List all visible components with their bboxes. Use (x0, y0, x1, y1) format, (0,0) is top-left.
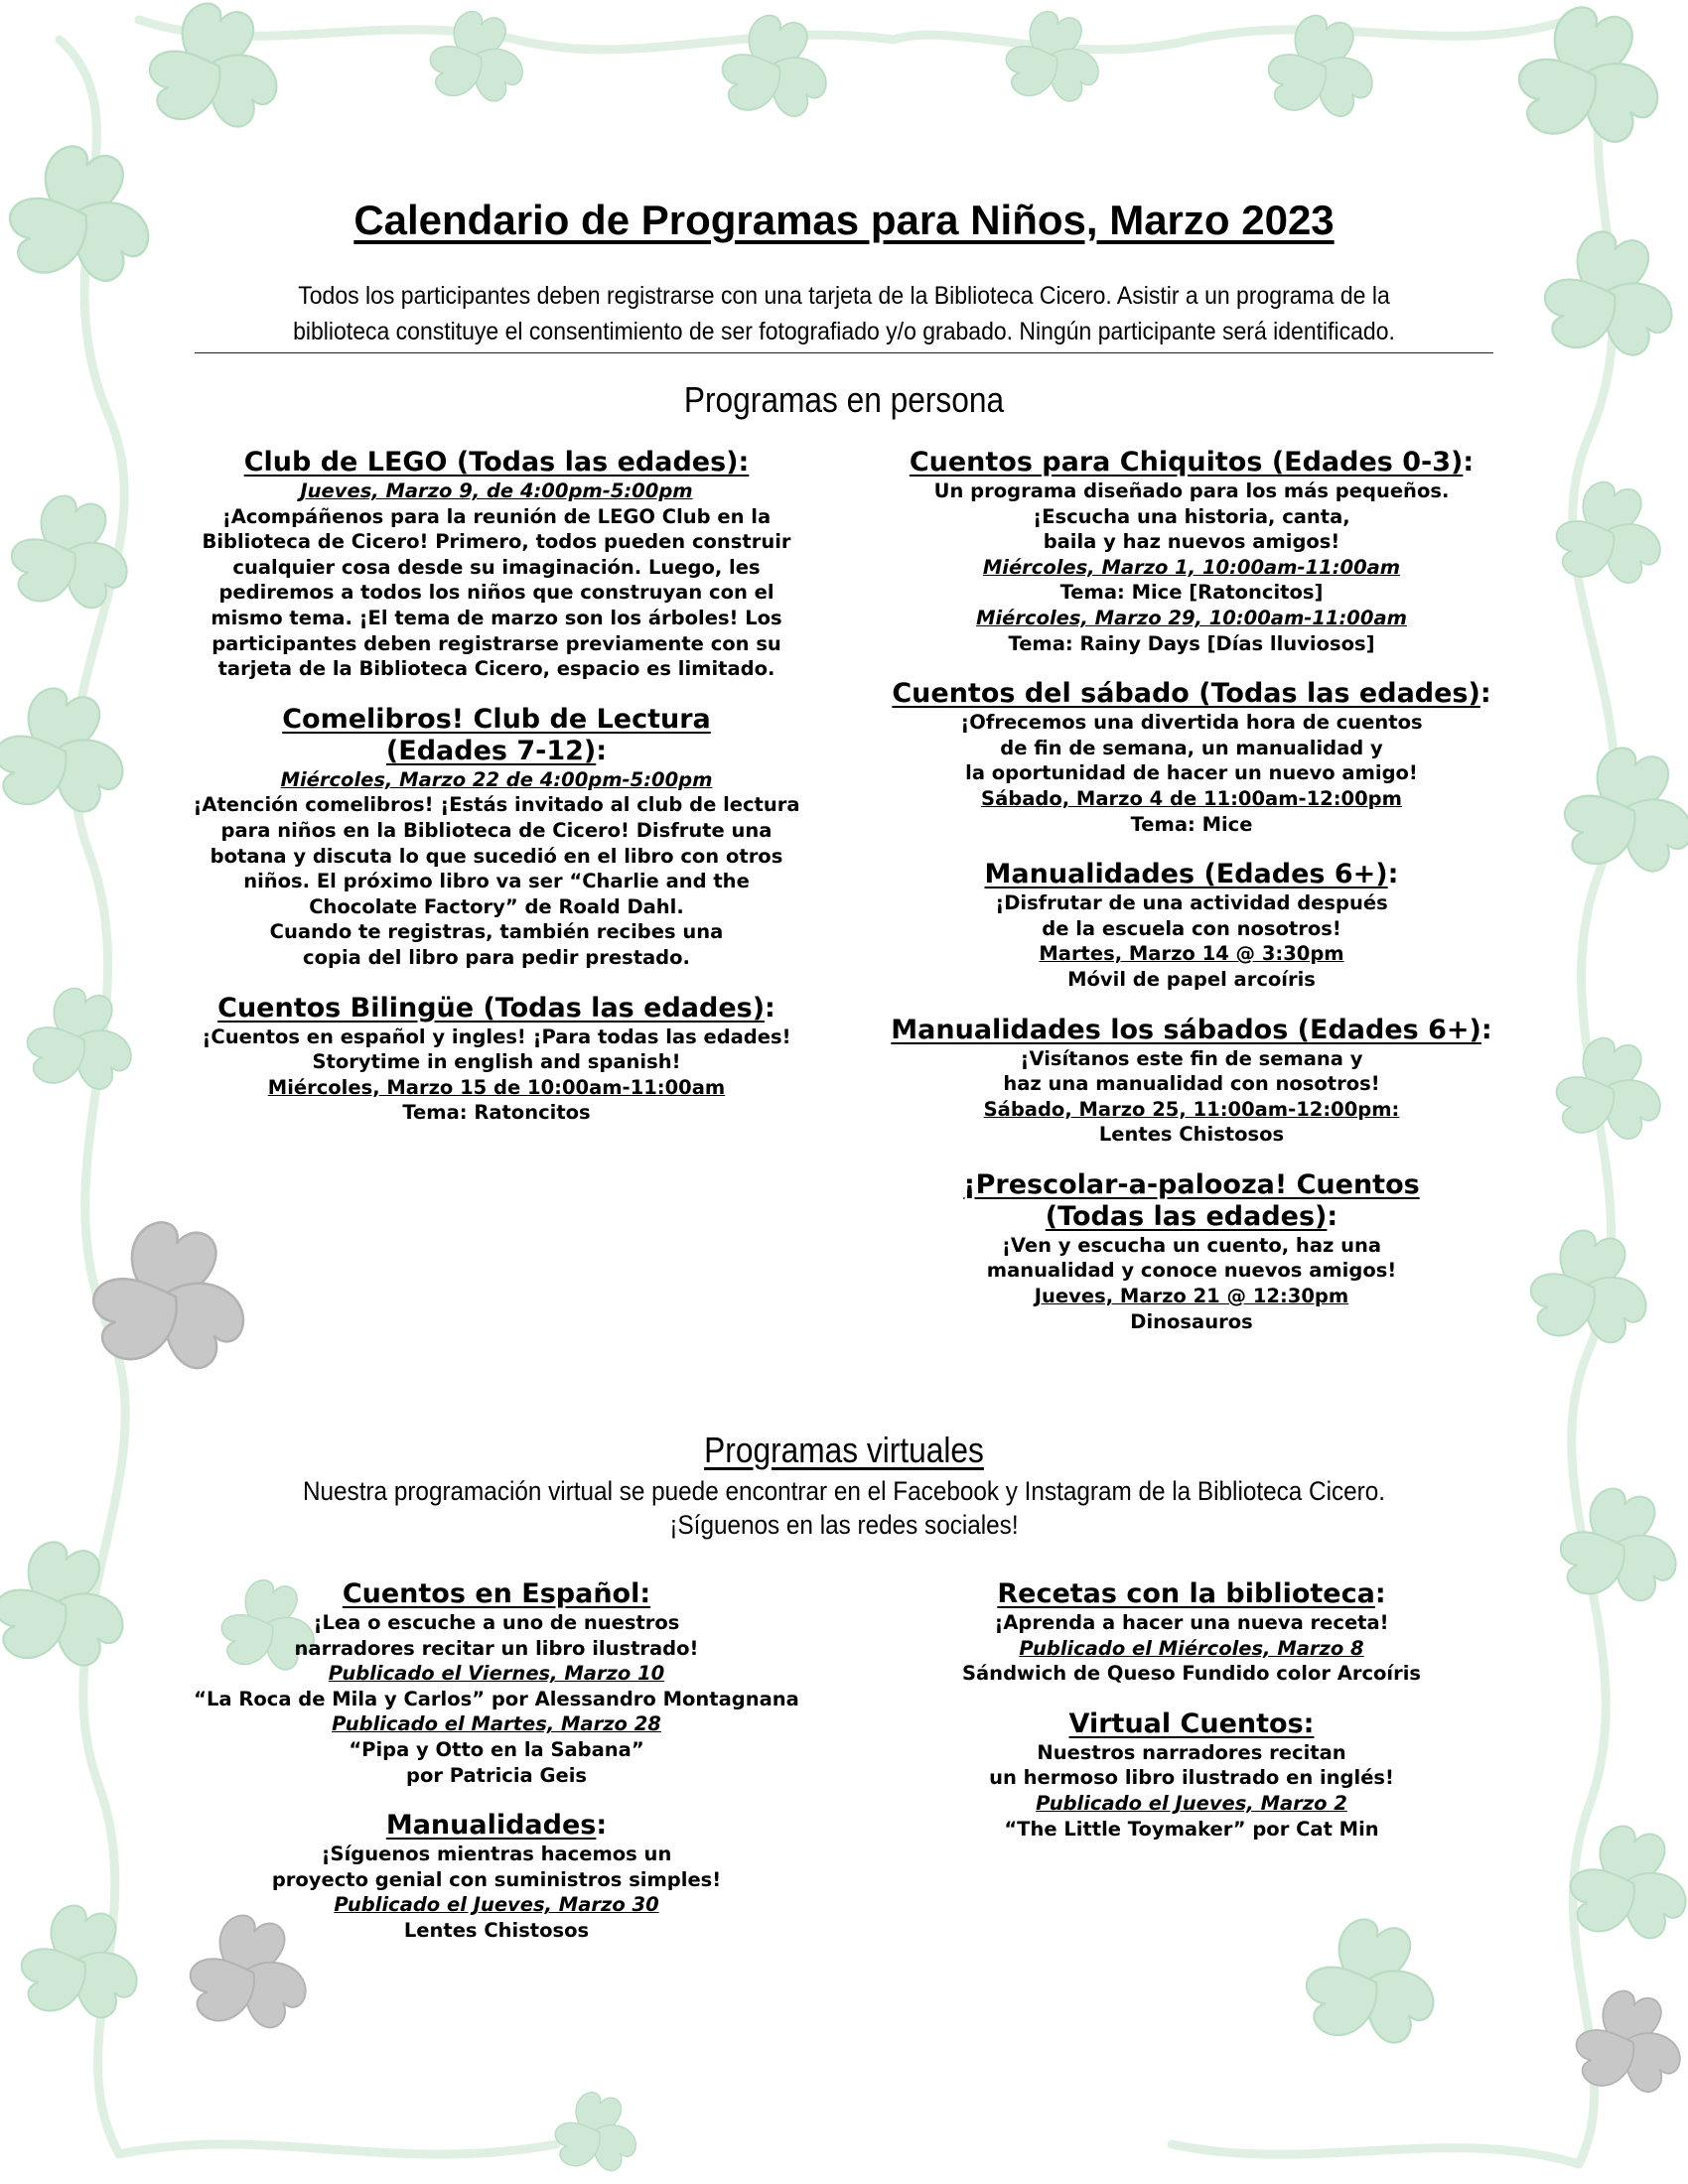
program-detail: Lentes Chistosos (403, 1918, 590, 1942)
program-detail: “La Roca de Mila y Carlos” por Alessandro Montagnana (194, 1687, 799, 1710)
program-detail: la oportunidad de hacer un nuevo amigo! (965, 761, 1418, 785)
program-detail: haz una manualidad con nosotros! (1003, 1072, 1380, 1096)
program-block (884, 1015, 1499, 1148)
title-colon: : (1463, 447, 1475, 478)
program-detail: Tema: Mice [Ratoncitos] (1059, 581, 1324, 605)
program-detail: Un programa diseñado para los más pequeños. (933, 479, 1450, 502)
program-detail: proyecto genial con suministros simples! (271, 1867, 722, 1891)
program-title-text: Manualidades (385, 1810, 597, 1842)
program-detail: de fin de semana, un manualidad y (1000, 736, 1383, 759)
program-title (884, 1015, 1499, 1046)
virtual-intro-line: ¡Síguenos en las redes sociales! (669, 1510, 1019, 1540)
program-block (189, 1578, 804, 1788)
program-detail: Lentes Chistosos (1098, 1123, 1285, 1147)
program-detail: Dinosauros (1130, 1309, 1253, 1333)
program-title (189, 447, 804, 478)
program-detail: “Pipa y Otto en la Sabana” (349, 1737, 644, 1761)
program-detail: Sándwich de Queso Fundido color Arcoíris (961, 1662, 1422, 1686)
virtual-left-column (189, 1578, 804, 1966)
program-detail: Tema: Mice (1130, 812, 1253, 836)
program-detail: ¡Acompáñenos para la reunión de LEGO Club en la (221, 504, 772, 528)
program-title (189, 993, 804, 1024)
virtual-heading: Programas virtuales (704, 1430, 984, 1470)
program-detail: botana y discuta lo que sucedió en el libro con otros (210, 844, 783, 868)
program-detail: Tema: Rainy Days [Días lluviosos] (1008, 631, 1375, 655)
program-detail: manualidad y conoce nuevos amigos! (986, 1259, 1397, 1283)
program-detail: Biblioteca de Cicero! Primero, todos pueden construir (202, 530, 791, 554)
program-title-text: Virtual Cuentos: (1068, 1707, 1315, 1739)
title-colon: : (1480, 1014, 1492, 1045)
virtual-intro (263, 1474, 1425, 1542)
title-colon: : (765, 992, 775, 1024)
program-date: Jueves, Marzo 9, de 4:00pm-5:00pm (300, 479, 693, 502)
program-block (189, 1810, 804, 1943)
program-detail: Chocolate Factory” de Roald Dahl. (309, 894, 684, 918)
program-detail: niños. El próximo libro va ser “Charlie and the (243, 870, 750, 893)
virtual-intro-line: Nuestra programación virtual se puede encontrar en el Facebook y Instagram de la Biblioteca Cicero. (302, 1476, 1386, 1506)
program-date: Publicado el Martes, Marzo 28 (332, 1712, 661, 1736)
program-title-text: Manualidades (Edades 6+) (984, 859, 1388, 890)
program-title (884, 1169, 1499, 1201)
program-title-text: Manualidades los sábados (Edades 6+) (891, 1014, 1481, 1045)
program-title-text: Recetas con la biblioteca (997, 1578, 1375, 1609)
program-block (189, 704, 804, 971)
program-date: Miércoles, Marzo 15 de 10:00am-11:00am (267, 1075, 726, 1099)
program-detail: ¡Lea o escuche a uno de nuestros (313, 1611, 680, 1634)
program-date: Miércoles, Marzo 29, 10:00am-11:00am (976, 606, 1407, 629)
program-title (884, 1578, 1499, 1610)
program-date: Sábado, Marzo 4 de 11:00am-12:00pm (981, 786, 1402, 810)
title-colon: : (1374, 1578, 1386, 1609)
intro-line: Todos los participantes deben registrarse con una tarjeta de la Biblioteca Cicero. Asistir a un programa de la (298, 282, 1390, 310)
program-detail: participantes deben registrarse previamente con su (211, 631, 781, 655)
program-block (884, 447, 1499, 656)
program-title-text: Cuentos para Chiquitos (Edades 0-3) (909, 447, 1464, 478)
program-title (189, 1810, 804, 1842)
divider (195, 352, 1493, 353)
program-detail: ¡Ofrecemos una divertida hora de cuentos (960, 711, 1423, 735)
program-detail: de la escuela con nosotros! (1042, 916, 1341, 940)
program-block (189, 993, 804, 1126)
program-detail: ¡Ven y escucha un cuento, haz una (1001, 1233, 1382, 1257)
program-title (884, 1201, 1499, 1233)
program-title-text: Cuentos en Español: (342, 1578, 651, 1609)
program-title (189, 736, 804, 767)
title-colon: : (1387, 859, 1399, 890)
program-date: Jueves, Marzo 21 @ 12:30pm (1034, 1285, 1349, 1308)
program-title-text: Club de LEGO (Todas las edades): (243, 447, 750, 478)
program-date: Sábado, Marzo 25, 11:00am-12:00pm: (983, 1097, 1400, 1121)
program-block (884, 1578, 1499, 1687)
program-title (189, 1578, 804, 1610)
program-title (884, 1708, 1499, 1740)
program-detail: Cuando te registras, también recibes una (269, 920, 724, 944)
program-detail: ¡Visítanos este fin de semana y (1020, 1046, 1363, 1070)
program-detail: cualquier cosa desde su imaginación. Luego, les (232, 555, 761, 579)
program-detail: por Patricia Geis (405, 1763, 588, 1787)
program-detail: ¡Aprenda a hacer una nueva receta! (994, 1611, 1389, 1634)
program-date: Miércoles, Marzo 1, 10:00am-11:00am (982, 555, 1401, 579)
program-title (884, 678, 1499, 710)
program-block (189, 447, 804, 682)
program-date: Martes, Marzo 14 @ 3:30pm (1039, 942, 1344, 966)
title-colon: : (1479, 678, 1491, 710)
page-title: Calendario de Programas para Niños, Marzo 2023 (353, 197, 1335, 243)
virtual-right-column (884, 1578, 1499, 1863)
title-colon: : (596, 1810, 608, 1842)
program-detail: un hermoso libro ilustrado en inglés! (989, 1766, 1394, 1790)
program-title-text: Comelibros! Club de Lectura (282, 703, 711, 735)
in-person-right-column (884, 447, 1499, 1356)
program-detail: tarjeta de la Biblioteca Cicero, espacio es limitado. (217, 657, 775, 681)
program-date: Publicado el Miércoles, Marzo 8 (1019, 1636, 1364, 1660)
program-block (884, 859, 1499, 992)
program-title-text: ¡Prescolar-a-palooza! Cuentos (963, 1168, 1420, 1200)
program-title-text: Cuentos Bilingüe (Todas las edades) (217, 992, 766, 1024)
program-block (884, 1708, 1499, 1842)
intro-text (268, 278, 1419, 349)
program-title (884, 447, 1499, 478)
program-detail: ¡Cuentos en español y ingles! ¡Para todas las edades! (202, 1024, 791, 1048)
program-detail: para niños en la Biblioteca de Cicero! Disfrute una (220, 818, 773, 842)
program-date: Publicado el Jueves, Marzo 2 (1036, 1791, 1347, 1815)
program-detail: Storytime in english and spanish! (312, 1050, 681, 1074)
program-detail: Móvil de papel arcoíris (1067, 967, 1316, 991)
program-title (189, 704, 804, 736)
program-date: Miércoles, Marzo 22 de 4:00pm-5:00pm (280, 767, 713, 791)
program-detail: copia del libro para pedir prestado. (303, 945, 690, 969)
program-block (884, 1169, 1499, 1334)
program-detail: ¡Síguenos mientras hacemos un (321, 1843, 672, 1866)
program-detail: mismo tema. ¡El tema de marzo son los árboles! Los (211, 606, 782, 629)
program-detail: baila y haz nuevos amigos! (1043, 530, 1340, 554)
intro-line: biblioteca constituye el consentimiento de ser fotografiado y/o grabado. Ningún participante será identificado. (293, 318, 1395, 345)
program-detail: “The Little Toymaker” por Cat Min (1004, 1817, 1379, 1841)
program-detail: narradores recitar un libro ilustrado! (294, 1636, 699, 1660)
program-date: Publicado el Jueves, Marzo 30 (334, 1893, 659, 1917)
program-detail: ¡Atención comelibros! ¡Estás invitado al club de lectura (193, 793, 800, 817)
in-person-left-column (189, 447, 804, 1148)
title-colon: : (1327, 1200, 1338, 1232)
program-date: Publicado el Viernes, Marzo 10 (328, 1662, 665, 1686)
program-title-text: (Edades 7-12) (385, 735, 597, 766)
program-detail: ¡Escucha una historia, canta, (1033, 504, 1350, 528)
program-detail: Tema: Ratoncitos (402, 1101, 591, 1125)
in-person-heading: Programas en persona (683, 379, 1005, 420)
program-title-text: (Todas las edades) (1045, 1200, 1328, 1232)
title-colon: : (596, 735, 608, 766)
program-detail: pediremos a todos los niños que construyan con el (218, 581, 774, 605)
program-block (884, 678, 1499, 837)
program-detail: Nuestros narradores recitan (1037, 1740, 1346, 1764)
program-detail: ¡Disfrutar de una actividad después (995, 891, 1388, 915)
program-title (884, 859, 1499, 890)
program-title-text: Cuentos del sábado (Todas las edades) (892, 678, 1480, 710)
